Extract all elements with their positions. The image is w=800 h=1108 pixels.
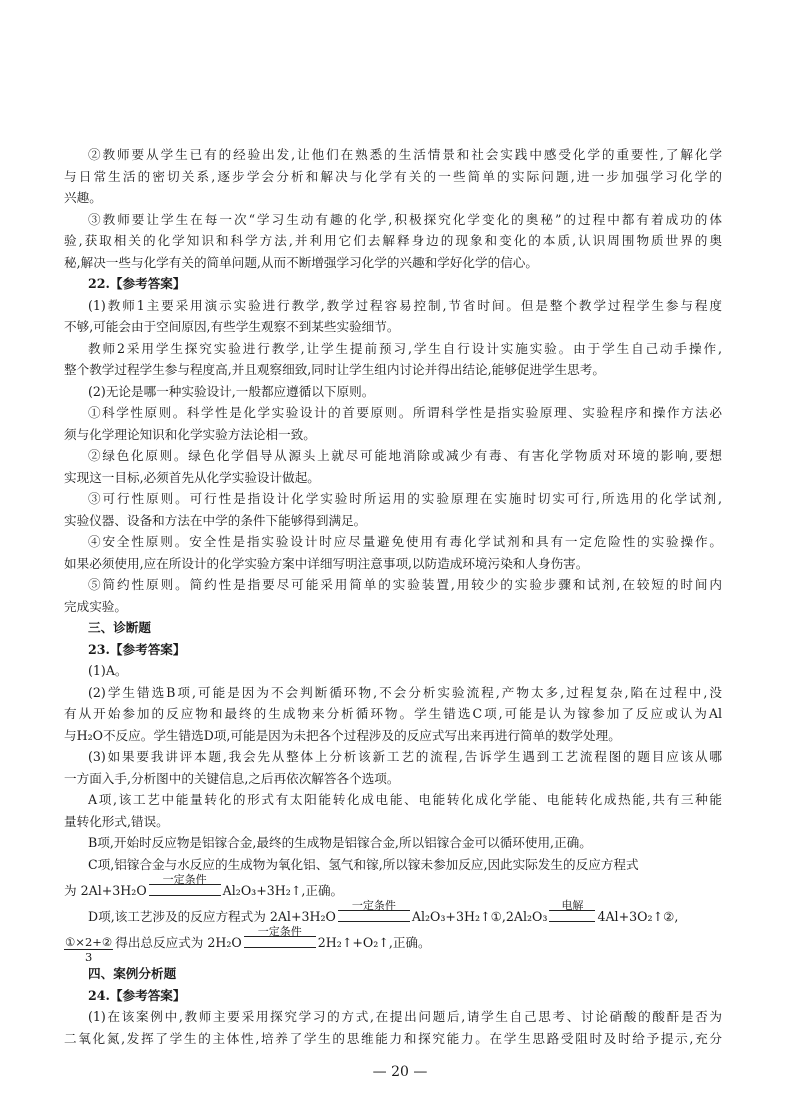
text-line: (1)教师1主要采用演示实验进行教学,教学过程容易控制,节省时间。但是整个教学过程学生参与程度 <box>88 297 722 313</box>
text-line: B项,开始时反应物是铝镓合金,最终的生成物是铝镓合金,所以铝镓合金可以循环使用,正确。 <box>88 835 592 850</box>
paragraph <box>64 295 722 338</box>
reaction-condition: 一定条件 <box>162 872 207 886</box>
text-line: (1)在该案例中,教师主要采用探究学习的方式,在提出问题后,请学生自己思考、讨论硝酸的酸酐是否为 <box>88 1009 722 1024</box>
text-line: 实现这一目标,必须首先从化学实验设计做起。 <box>64 469 320 485</box>
paragraph <box>64 402 722 445</box>
text-line: 量转化形式,错误。 <box>64 813 169 829</box>
text-line: ②绿色化原则。绿色化学倡导从源头上就尽可能地消除或减少有毒、有害化学物质对环境的影响,要想 <box>88 448 722 463</box>
text-line: ③可行性原则。可行性是指设计化学实验时所运用的实验原理在实施时切实可行,所选用的化学试剂, <box>88 491 722 506</box>
equation-text: Al₂O₃+3H₂↑,正确。 <box>222 883 344 898</box>
text-line: 整个教学过程学生参与程度高,并且观察细致,同时让学生组内讨论并得出结论,能够促进学生思考。 <box>64 362 605 377</box>
paragraph <box>64 832 722 854</box>
text-line: C项,铝镓合金与水反应的生成物为氧化铝、氢气和镓,所以镓未参加反应,因此实际发生的反应方程式 <box>88 856 639 872</box>
paragraph <box>64 488 722 531</box>
paragraph <box>64 789 722 832</box>
equation-text: 为 2Al+3H₂O <box>64 883 147 898</box>
text-line: A项,该工艺中能量转化的形式有太阳能转化成电能、电能转化成化学能、电能转化成热能,共有三种能 <box>88 792 722 807</box>
text-line: 须与化学理论知识和化学实验方法论相一致。 <box>64 426 316 442</box>
text-line: 与日常生活的密切关系,逐步学会分析和解决与化学有关的一些简单的实际问题,进一步加强学习化学的 <box>64 168 722 184</box>
reaction-arrow <box>149 872 221 896</box>
equation-text: D项,该工艺涉及的反应方程式为 2Al+3H₂O <box>88 909 336 924</box>
paragraph <box>64 682 722 747</box>
paragraph <box>64 854 722 876</box>
reaction-arrow <box>549 898 595 922</box>
section-heading: 四、案例分析题 <box>88 966 177 981</box>
paragraph <box>64 209 722 274</box>
text-line: ④安全性原则。安全性是指实验设计时应尽量避免使用有毒化学试剂和具有一定危险性的实验操作。 <box>88 534 722 549</box>
fraction <box>64 935 113 964</box>
text-line: 秘,解决一些与化学有关的简单问题,从而不断增强学习化学的兴趣和学好化学的信心。 <box>64 254 538 270</box>
text-line: 兴趣。 <box>64 190 102 205</box>
paragraph <box>64 445 722 488</box>
equation-line <box>64 898 722 929</box>
text-line: 一方面入手,分析图中的关键信息,之后再依次解答各个选项。 <box>64 770 400 786</box>
equation-line <box>64 924 722 964</box>
page-number: — 20 — <box>372 1064 428 1080</box>
text-line: 不够,可能会由于空间原因,有些学生观察不到某些实验细节。 <box>64 319 400 334</box>
text-line: 有从开始参加的反应物和最终的生成物来分析循环物。学生错选C项,可能是认为镓参加了反应或认为Al <box>64 706 722 721</box>
text-line: ③教师要让学生在每一次“学习生动有趣的化学,积极探究化学变化的奥秘”的过程中都有着成功的体 <box>88 211 722 227</box>
document-body <box>64 144 722 1049</box>
fraction-numerator: ①×2+② <box>65 935 113 949</box>
paragraph <box>64 746 722 789</box>
text-line: 二氧化氮,发挥了学生的主体性,培养了学生的思维能力和探究能力。在学生思路受阻时及时给予提示,充分 <box>64 1030 722 1046</box>
reaction-condition: 电解 <box>561 898 584 912</box>
equation-text: Al₂O₃+3H₂↑①,2Al₂O₃ <box>411 909 548 924</box>
reaction-condition: 一定条件 <box>257 924 302 938</box>
text-line: (3)如果要我讲评本题,我会先从整体上分析该新工艺的流程,告诉学生遇到工艺流程图的题目应该从哪 <box>88 749 722 764</box>
paragraph <box>64 1006 722 1049</box>
text-line: (1)A。 <box>88 663 128 678</box>
reaction-condition: 一定条件 <box>351 898 396 912</box>
text-line: 实验仪器、设备和方法在中学的条件下能够得到满足。 <box>64 512 367 528</box>
text-line: ①科学性原则。科学性是化学实验设计的首要原则。所谓科学性是指实验原理、实验程序和操作方法必 <box>88 405 722 420</box>
text-line: 验,获取相关的化学知识和科学方法,并利用它们去解释身边的现象和变化的本质,认识周围物质世界的奥 <box>64 233 722 248</box>
text-line: 完成实验。 <box>64 598 127 614</box>
section-heading: 22.【参考答案】 <box>88 276 186 291</box>
paragraph <box>64 574 722 617</box>
paragraph <box>64 144 722 209</box>
text-line: (2)学生错选B项,可能是因为不会判断循环物,不会分析实验流程,产物太多,过程复杂,陷在过程中,没 <box>88 684 722 700</box>
reaction-arrow <box>338 898 410 922</box>
equation-text: 4Al+3O₂↑②, <box>597 909 679 924</box>
paragraph <box>64 381 722 403</box>
paragraph <box>64 531 722 574</box>
text-line: ⑤简约性原则。简约性是指要尽可能采用简单的实验装置,用较少的实验步骤和试剂,在较短的时间内 <box>88 577 722 592</box>
paragraph <box>64 338 722 381</box>
text-line: 与H₂O不反应。学生错选D项,可能是因为未把各个过程涉及的反应式写出来再进行简单的数学处理。 <box>64 727 621 743</box>
equation-text: 得出总反应式为 2H₂O <box>115 935 242 950</box>
equation-text: 2H₂↑+O₂↑,正确。 <box>317 935 431 950</box>
text-line: 如果必须使用,应在所设计的化学实验方案中详细写明注意事项,以防造成环境污染和人身伤害。 <box>64 555 589 571</box>
section-heading: 24.【参考答案】 <box>88 987 186 1003</box>
section-heading: 23.【参考答案】 <box>88 641 186 657</box>
fraction-denominator: 3 <box>84 950 93 964</box>
reaction-arrow <box>244 924 316 948</box>
section-heading: 三、诊断题 <box>88 620 151 635</box>
text-line: 教师2采用学生探究实验进行教学,让学生提前预习,学生自行设计实施实验。由于学生自己动手操作, <box>88 340 722 356</box>
paragraph <box>64 660 722 682</box>
text-line: ②教师要从学生已有的经验出发,让他们在熟悉的生活情景和社会实践中感受化学的重要性,了解化学 <box>88 147 722 162</box>
text-line: (2)无论是哪一种实验设计,一般都应遵循以下原则。 <box>88 383 375 399</box>
